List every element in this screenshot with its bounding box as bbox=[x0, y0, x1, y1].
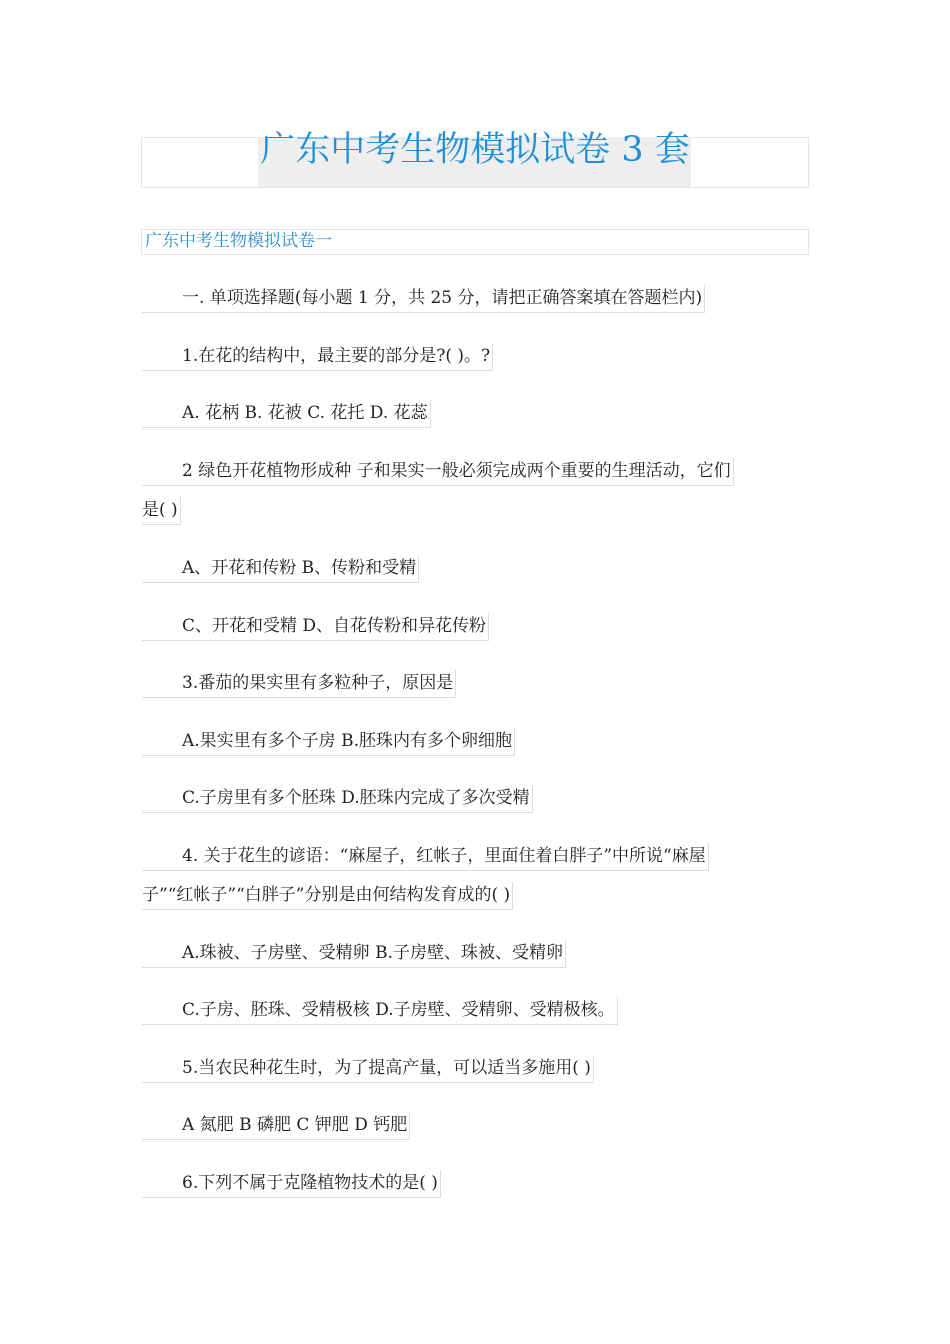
section-heading: 一. 单项选择题(每小题 1 分，共 25 分，请把正确答案填在答题栏内) bbox=[142, 285, 705, 313]
section-subtitle: 广东中考生物模拟试卷一 bbox=[145, 231, 332, 251]
question-4-options-cd: C.子房、胚珠、受精极核 D.子房壁、受精卵、受精极核。 bbox=[142, 997, 618, 1025]
question-5-options: A 氮肥 B 磷肥 C 钾肥 D 钙肥 bbox=[142, 1112, 410, 1140]
question-4-cont: 子”“红帐子”“白胖子”分别是由何结构发育成的( ) bbox=[142, 882, 513, 910]
question-5: 5.当农民种花生时，为了提高产量，可以适当多施用( ) bbox=[142, 1055, 594, 1083]
question-6: 6.下列不属于克隆植物技术的是( ) bbox=[142, 1170, 441, 1198]
question-4: 4. 关于花生的谚语：“麻屋子，红帐子，里面住着白胖子”中所说“麻屋 bbox=[142, 843, 709, 871]
document-title: 广东中考生物模拟试卷 3 套 bbox=[260, 130, 690, 170]
question-4-options-ab: A.珠被、子房壁、受精卵 B.子房壁、珠被、受精卵 bbox=[142, 940, 566, 968]
question-3: 3.番茄的果实里有多粒种子，原因是 bbox=[142, 670, 456, 698]
question-3-options-ab: A.果实里有多个子房 B.胚珠内有多个卵细胞 bbox=[142, 728, 515, 756]
question-2-options-ab: A、开花和传粉 B、传粉和受精 bbox=[142, 555, 419, 583]
question-1-options: A. 花柄 B. 花被 C. 花托 D. 花蕊 bbox=[142, 400, 431, 428]
question-3-options-cd: C.子房里有多个胚珠 D.胚珠内完成了多次受精 bbox=[142, 785, 533, 813]
question-1: 1.在花的结构中，最主要的部分是?( )。? bbox=[142, 343, 493, 371]
question-2-options-cd: C、开花和受精 D、自花传粉和异花传粉 bbox=[142, 613, 489, 641]
question-2-cont: 是( ) bbox=[142, 497, 181, 525]
question-2: 2 绿色开花植物形成种 子和果实一般必须完成两个重要的生理活动，它们 bbox=[142, 458, 734, 486]
